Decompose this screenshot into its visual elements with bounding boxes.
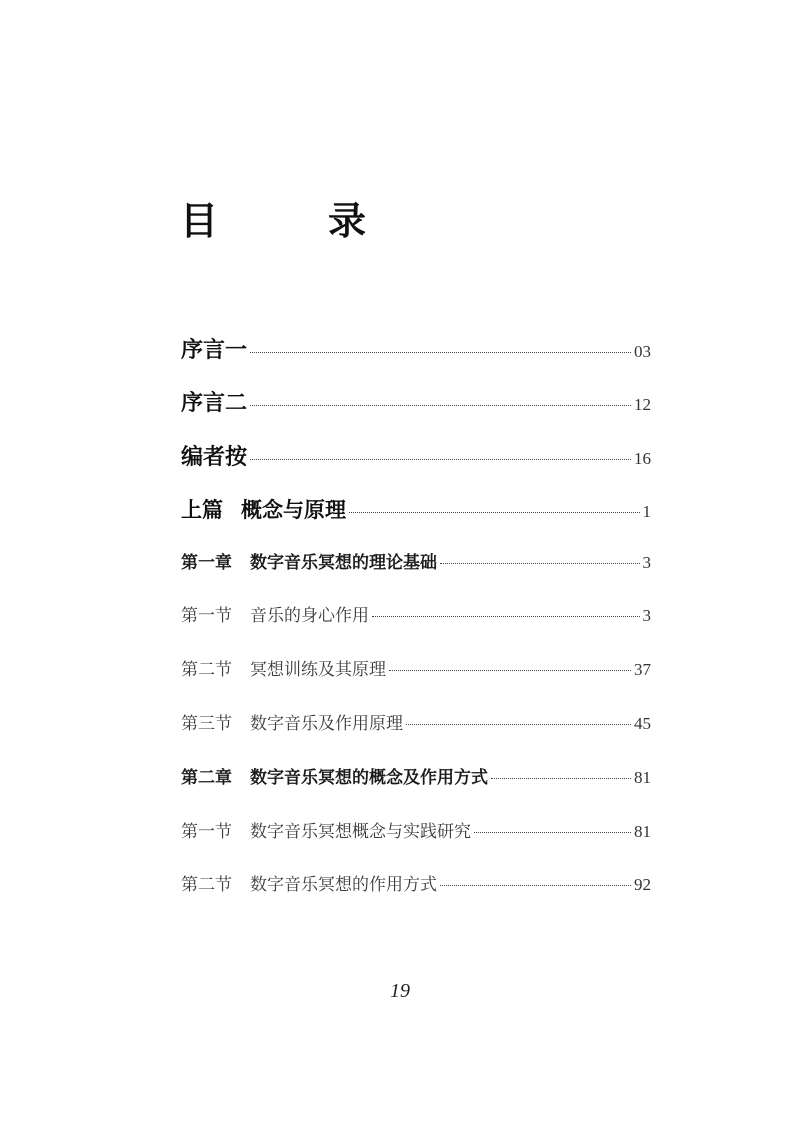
- toc-entry-number: 第二节: [181, 875, 232, 895]
- toc-entry-number: 第三节: [181, 714, 232, 734]
- toc-entry-ch2-section-1[interactable]: [181, 817, 651, 842]
- toc-entry-preface-1[interactable]: [181, 333, 651, 364]
- toc-entry-number: 第二章: [181, 768, 232, 788]
- toc-entry-chapter-1[interactable]: [181, 548, 651, 573]
- dot-leader: [250, 459, 631, 460]
- toc-entry-ch1-section-3[interactable]: [181, 709, 651, 734]
- dot-leader: [372, 616, 640, 617]
- dot-leader: [250, 405, 631, 406]
- toc-entry-title: 数字音乐冥想的理论基础: [250, 553, 437, 573]
- toc-entry-label: [181, 548, 437, 573]
- toc-entry-page: 81: [634, 768, 651, 787]
- toc-entry-title: 数字音乐冥想的概念及作用方式: [250, 768, 488, 788]
- toc-entry-title: 冥想训练及其原理: [250, 660, 386, 680]
- toc-entry-label: [181, 709, 403, 734]
- toc-entry-label: [181, 655, 386, 680]
- toc-entry-page: 92: [634, 875, 651, 894]
- toc-entry-chapter-2[interactable]: [181, 763, 651, 788]
- toc-entry-label: [181, 601, 369, 626]
- dot-leader: [491, 778, 631, 779]
- toc-entry-ch2-section-2[interactable]: [181, 870, 651, 895]
- toc-entry-ch1-section-2[interactable]: [181, 655, 651, 680]
- toc-entry-preface-2[interactable]: [181, 386, 651, 417]
- dot-leader: [440, 885, 631, 886]
- toc-entry-title: 序言一: [181, 337, 248, 363]
- dot-leader: [250, 352, 631, 353]
- toc-entry-page: 37: [634, 660, 651, 679]
- toc-entry-title: 序言二: [181, 390, 248, 416]
- toc-entry-page: 1: [642, 502, 651, 521]
- toc-entry-number: 第二节: [181, 660, 232, 680]
- toc-entry-page: 16: [634, 449, 651, 468]
- toc-entry-page: 03: [634, 342, 651, 361]
- dot-leader: [406, 724, 631, 725]
- toc-entry-page: 3: [642, 553, 651, 572]
- toc-entry-number: 第一节: [181, 606, 232, 626]
- toc-entry-part-1[interactable]: [181, 494, 651, 524]
- dot-leader: [474, 832, 631, 833]
- toc-entry-title: 编者按: [181, 444, 248, 470]
- toc-entry-page: 81: [634, 822, 651, 841]
- toc-entry-page: 45: [634, 714, 651, 733]
- toc-entry-label: [181, 870, 437, 895]
- toc-entry-title: 数字音乐冥想概念与实践研究: [250, 822, 471, 842]
- toc-entry-editors-note[interactable]: [181, 440, 651, 471]
- toc-entry-label: [181, 763, 488, 788]
- toc-entry-page: 12: [634, 395, 651, 414]
- toc-heading: 目 录: [180, 198, 403, 243]
- toc-entry-number: 第一节: [181, 822, 232, 842]
- toc-entry-page: 3: [642, 606, 651, 625]
- toc-entry-ch1-section-1[interactable]: [181, 601, 651, 626]
- toc-entry-title: 概念与原理: [241, 497, 346, 522]
- dot-leader: [389, 670, 631, 671]
- dot-leader: [349, 512, 640, 513]
- toc-entry-title: 音乐的身心作用: [250, 606, 369, 626]
- toc-entry-title: 数字音乐及作用原理: [250, 714, 403, 734]
- toc-entry-number: 第一章: [181, 553, 232, 573]
- dot-leader: [440, 563, 640, 564]
- toc-entry-label: [181, 817, 471, 842]
- toc-entry-title: 数字音乐冥想的作用方式: [250, 875, 437, 895]
- page-number: 19: [390, 980, 410, 1002]
- toc-entry-label: [181, 494, 346, 524]
- toc-entry-number: 上篇: [181, 497, 223, 522]
